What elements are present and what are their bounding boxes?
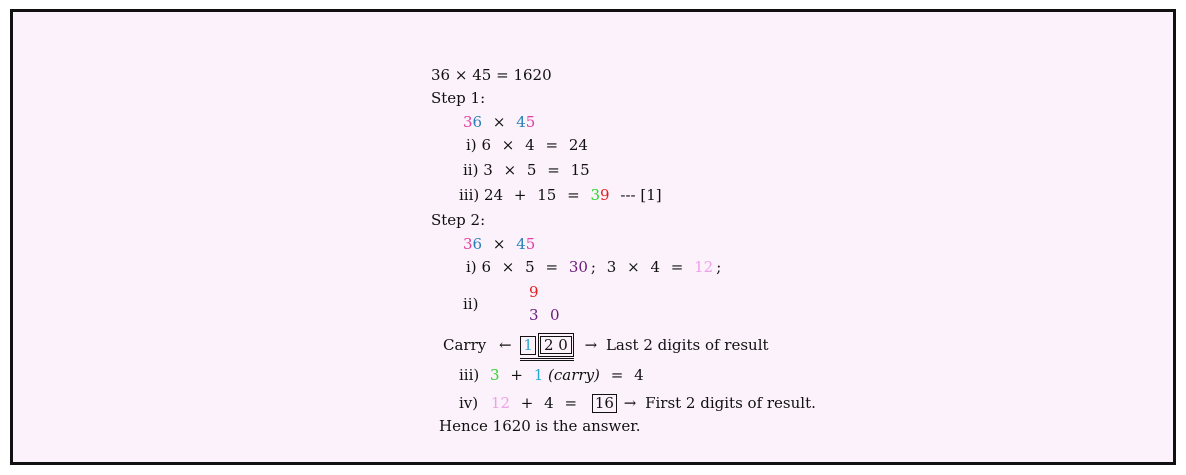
last-digits: 2 0 [540,336,572,354]
worked-solution [431,56,931,456]
step2-b-tens: 4 [516,235,526,253]
step1-ii-op: × [503,161,517,179]
step2-i-eq1: = [545,258,559,276]
header-result: 1620 [513,66,552,84]
step2-a-tens: 3 [463,235,473,253]
step1-iii-note: --- [1] [620,186,662,204]
header-a: 36 [431,66,451,84]
step2-i-label: i) [466,258,477,276]
conclusion: Hence 1620 is the answer. [439,417,641,435]
step2-i-x1: 6 [481,258,491,276]
step1-i-op: × [501,136,515,154]
step1-i-result: 24 [568,136,588,154]
step2-iii-result: 4 [634,366,644,384]
step2-problem [463,234,535,254]
step2-i-y2: 4 [650,258,660,276]
step2-iii-x: 3 [490,366,500,384]
step2-title: Step 2: [431,211,486,229]
carry-row [443,333,769,361]
last-digits-box [538,333,574,357]
carry-right-arrow: → [584,336,598,354]
step1-i-eq: = [545,136,559,154]
step1-iii-label: iii) [459,186,480,204]
step2-b-units: 5 [525,235,536,253]
step2-iv-eq: = [564,394,578,412]
carry-label: Carry [443,336,487,354]
step2-iv-label: iv) [459,394,479,412]
step2-i-result1: 30 [568,258,588,276]
step1-a-units: 6 [472,113,483,131]
step1-problem [463,112,535,132]
step2-iv-arrow: → [623,394,637,412]
step1-times: × [492,113,506,131]
step1-iii-eq: = [567,186,580,204]
header-eq: = [496,66,509,84]
step1-b-tens: 4 [516,113,526,131]
step2-iv [459,393,816,413]
step1-iii [459,185,662,205]
step2-i-sep2: ; [716,258,722,276]
step2-iv-x: 12 [490,394,510,412]
step1-iii-result-units: 9 [600,186,610,204]
step1-i [466,135,588,155]
step1-ii-y: 5 [526,161,537,179]
step2-ii-top-digit: 9 [529,283,539,301]
step1-ii [463,160,590,180]
step2-iii [459,365,644,385]
step2-iii-note: (carry) [548,366,600,384]
step2-i-x2: 3 [606,258,617,276]
step2-iii-op: + [510,366,523,384]
header-equation [431,65,552,85]
step1-iii-op: + [513,186,527,204]
step2-times: × [492,235,506,253]
step1-iii-y: 15 [537,186,557,204]
step2-i-op2: × [627,258,640,276]
step1-i-y: 4 [525,136,535,154]
header-times: × [454,66,468,84]
step2-iv-description: First 2 digits of result. [645,394,816,412]
step2-i-y1: 5 [525,258,535,276]
step2-i-sep1: ; [590,258,596,276]
header-b: 45 [472,66,492,84]
first-digits-box: 16 [592,394,617,413]
step1-ii-result: 15 [570,161,590,179]
step2-i-op1: × [501,258,515,276]
step2-ii-label: ii) [463,295,479,313]
step2-iii-eq: = [610,366,624,384]
step1-a-tens: 3 [463,113,473,131]
step1-iii-x: 24 [484,186,504,204]
carry-left-arrow: ← [499,336,512,354]
step1-iii-result-tens: 3 [590,186,601,204]
step1-ii-label: ii) [463,161,479,179]
step2-i-result2: 12 [694,258,714,276]
step2-iii-y: 1 [533,366,544,384]
carry-digit-box: 1 [520,336,536,355]
step2-i-eq2: = [670,258,684,276]
step2-iii-label: iii) [459,366,480,384]
step2-iv-op: + [520,394,534,412]
step1-title: Step 1: [431,89,486,107]
step2-i [466,257,721,277]
document-frame [10,9,1176,465]
step1-b-units: 5 [525,113,536,131]
step2-ii-bottom-left-digit: 3 [529,306,539,324]
carry-description: Last 2 digits of result [605,336,769,354]
step2-a-units: 6 [472,235,483,253]
step2-ii-bottom-right-digit: 0 [550,306,560,324]
step1-ii-eq: = [547,161,560,179]
step1-i-x: 6 [481,136,491,154]
step1-i-label: i) [466,136,477,154]
step2-iv-y: 4 [544,394,554,412]
step1-ii-x: 3 [483,161,493,179]
carry-boxes [520,333,573,361]
